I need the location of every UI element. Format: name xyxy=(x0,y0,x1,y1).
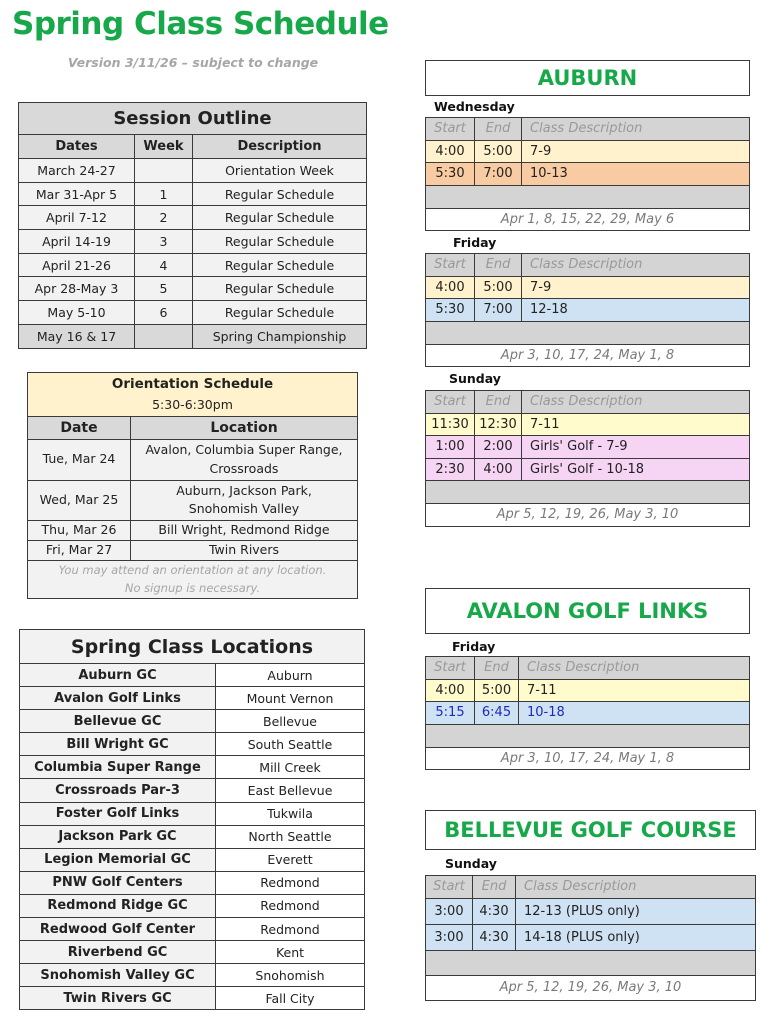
orientation-time: 5:30-6:30pm xyxy=(152,397,233,413)
col-dates: Dates xyxy=(19,135,135,159)
day-label: Sunday xyxy=(449,371,501,386)
table-row: Redwood Golf Center Redmond xyxy=(20,918,365,941)
table-row: Bellevue GC Bellevue xyxy=(20,710,365,733)
table-row: May 5-10 6 Regular Schedule xyxy=(19,301,367,325)
table-row: 4:00 5:00 7-9 xyxy=(426,276,750,299)
table-row: Mar 31-Apr 5 1 Regular Schedule xyxy=(19,182,367,206)
schedule-table-bellevue-sunday: Start End Class Description 3:00 4:30 12-13 (PLUS only) 3:00 4:30 14-18 (PLUS only) Apr 5, 12, 19, 26, May 3, 10 xyxy=(425,875,756,1001)
table-row: Fri, Mar 27 Twin Rivers xyxy=(28,541,358,561)
table-row: Crossroads Par-3 East Bellevue xyxy=(20,779,365,802)
schedule-table-auburn-friday: Start End Class Description 4:00 5:00 7-9 5:30 7:00 12-18 Apr 3, 10, 17, 24, May 1, 8 xyxy=(425,253,750,367)
table-row: April 14-19 3 Regular Schedule xyxy=(19,230,367,254)
version-note: Version 3/11/26 – subject to change xyxy=(67,55,319,70)
table-row: Foster Golf Links Tukwila xyxy=(20,802,365,825)
venue-banner-auburn: AUBURN xyxy=(425,60,750,96)
venue-banner-bellevue: BELLEVUE GOLF COURSE xyxy=(425,810,756,850)
table-row: Avalon Golf Links Mount Vernon xyxy=(20,687,365,710)
schedule-table-auburn-sunday: Start End Class Description 11:30 12:30 7-11 1:00 2:00 Girls' Golf - 7-9 2:30 4:00 Girls' Golf - 10-18 Apr 5, 12, 19, 26, May 3, 10 xyxy=(425,390,750,527)
venue-banner-avalon: AVALON GOLF LINKS xyxy=(425,588,750,634)
table-row: PNW Golf Centers Redmond xyxy=(20,871,365,894)
table-row: April 7-12 2 Regular Schedule xyxy=(19,206,367,230)
table-row: 3:00 4:30 14-18 (PLUS only) xyxy=(426,924,756,950)
locations-title: Spring Class Locations xyxy=(20,630,365,664)
table-row: Twin Rivers GC Fall City xyxy=(20,987,365,1010)
table-row: Jackson Park GC North Seattle xyxy=(20,825,365,848)
session-dates: Apr 3, 10, 17, 24, May 1, 8 xyxy=(426,344,750,367)
table-row: Legion Memorial GC Everett xyxy=(20,848,365,871)
col-week: Week xyxy=(135,135,193,159)
table-row: 3:00 4:30 12-13 (PLUS only) xyxy=(426,898,756,924)
table-row: 2:30 4:00 Girls' Golf - 10-18 xyxy=(426,458,750,481)
table-row: Wed, Mar 25 Auburn, Jackson Park, Snohomish Valley xyxy=(28,480,358,521)
orientation-note: You may attend an orientation at any location. No signup is necessary. xyxy=(28,561,358,599)
day-label: Sunday xyxy=(445,856,497,871)
table-row: April 21-26 4 Regular Schedule xyxy=(19,253,367,277)
day-label: Wednesday xyxy=(434,99,515,114)
col-description: Description xyxy=(193,135,367,159)
schedule-table-auburn-wednesday: Start End Class Description 4:00 5:00 7-9 5:30 7:00 10-13 Apr 1, 8, 15, 22, 29, May 6 xyxy=(425,117,750,231)
page-title: Spring Class Schedule xyxy=(12,6,389,42)
orientation-title: Orientation Schedule xyxy=(111,376,274,393)
table-row: March 24-27 Orientation Week xyxy=(19,159,367,183)
table-row: 5:15 6:45 10-18 xyxy=(426,702,750,725)
table-row: Snohomish Valley GC Snohomish xyxy=(20,964,365,987)
col-date: Date xyxy=(28,417,131,440)
table-row: Thu, Mar 26 Bill Wright, Redmond Ridge xyxy=(28,521,358,541)
table-row: 1:00 2:00 Girls' Golf - 7-9 xyxy=(426,436,750,459)
table-row: 4:00 5:00 7-9 xyxy=(426,140,750,163)
locations-table xyxy=(19,629,365,1010)
session-dates: Apr 1, 8, 15, 22, 29, May 6 xyxy=(426,208,750,231)
table-row: Auburn GC Auburn xyxy=(20,664,365,687)
table-row: Tue, Mar 24 Avalon, Columbia Super Range, Crossroads xyxy=(28,440,358,481)
session-dates: Apr 5, 12, 19, 26, May 3, 10 xyxy=(426,975,756,1000)
orientation-header xyxy=(28,373,358,417)
table-row: May 16 & 17 Spring Championship xyxy=(19,324,367,348)
table-row: 5:30 7:00 12-18 xyxy=(426,299,750,322)
col-location: Location xyxy=(131,417,358,440)
table-row: 5:30 7:00 10-13 xyxy=(426,163,750,186)
session-dates: Apr 3, 10, 17, 24, May 1, 8 xyxy=(426,747,750,770)
day-label: Friday xyxy=(453,235,497,250)
table-row: Columbia Super Range Mill Creek xyxy=(20,756,365,779)
day-label: Friday xyxy=(452,639,496,654)
table-row: 4:00 5:00 7-11 xyxy=(426,679,750,702)
orientation-table xyxy=(27,372,358,599)
schedule-table-avalon-friday: Start End Class Description 4:00 5:00 7-11 5:15 6:45 10-18 Apr 3, 10, 17, 24, May 1, 8 xyxy=(425,656,750,770)
session-outline-table xyxy=(18,102,367,349)
session-outline-title: Session Outline xyxy=(19,103,367,135)
table-row: Apr 28-May 3 5 Regular Schedule xyxy=(19,277,367,301)
table-row: Redmond Ridge GC Redmond xyxy=(20,894,365,917)
table-row: Riverbend GC Kent xyxy=(20,941,365,964)
table-row: 11:30 12:30 7-11 xyxy=(426,413,750,436)
session-dates: Apr 5, 12, 19, 26, May 3, 10 xyxy=(426,504,750,527)
table-row: Bill Wright GC South Seattle xyxy=(20,733,365,756)
